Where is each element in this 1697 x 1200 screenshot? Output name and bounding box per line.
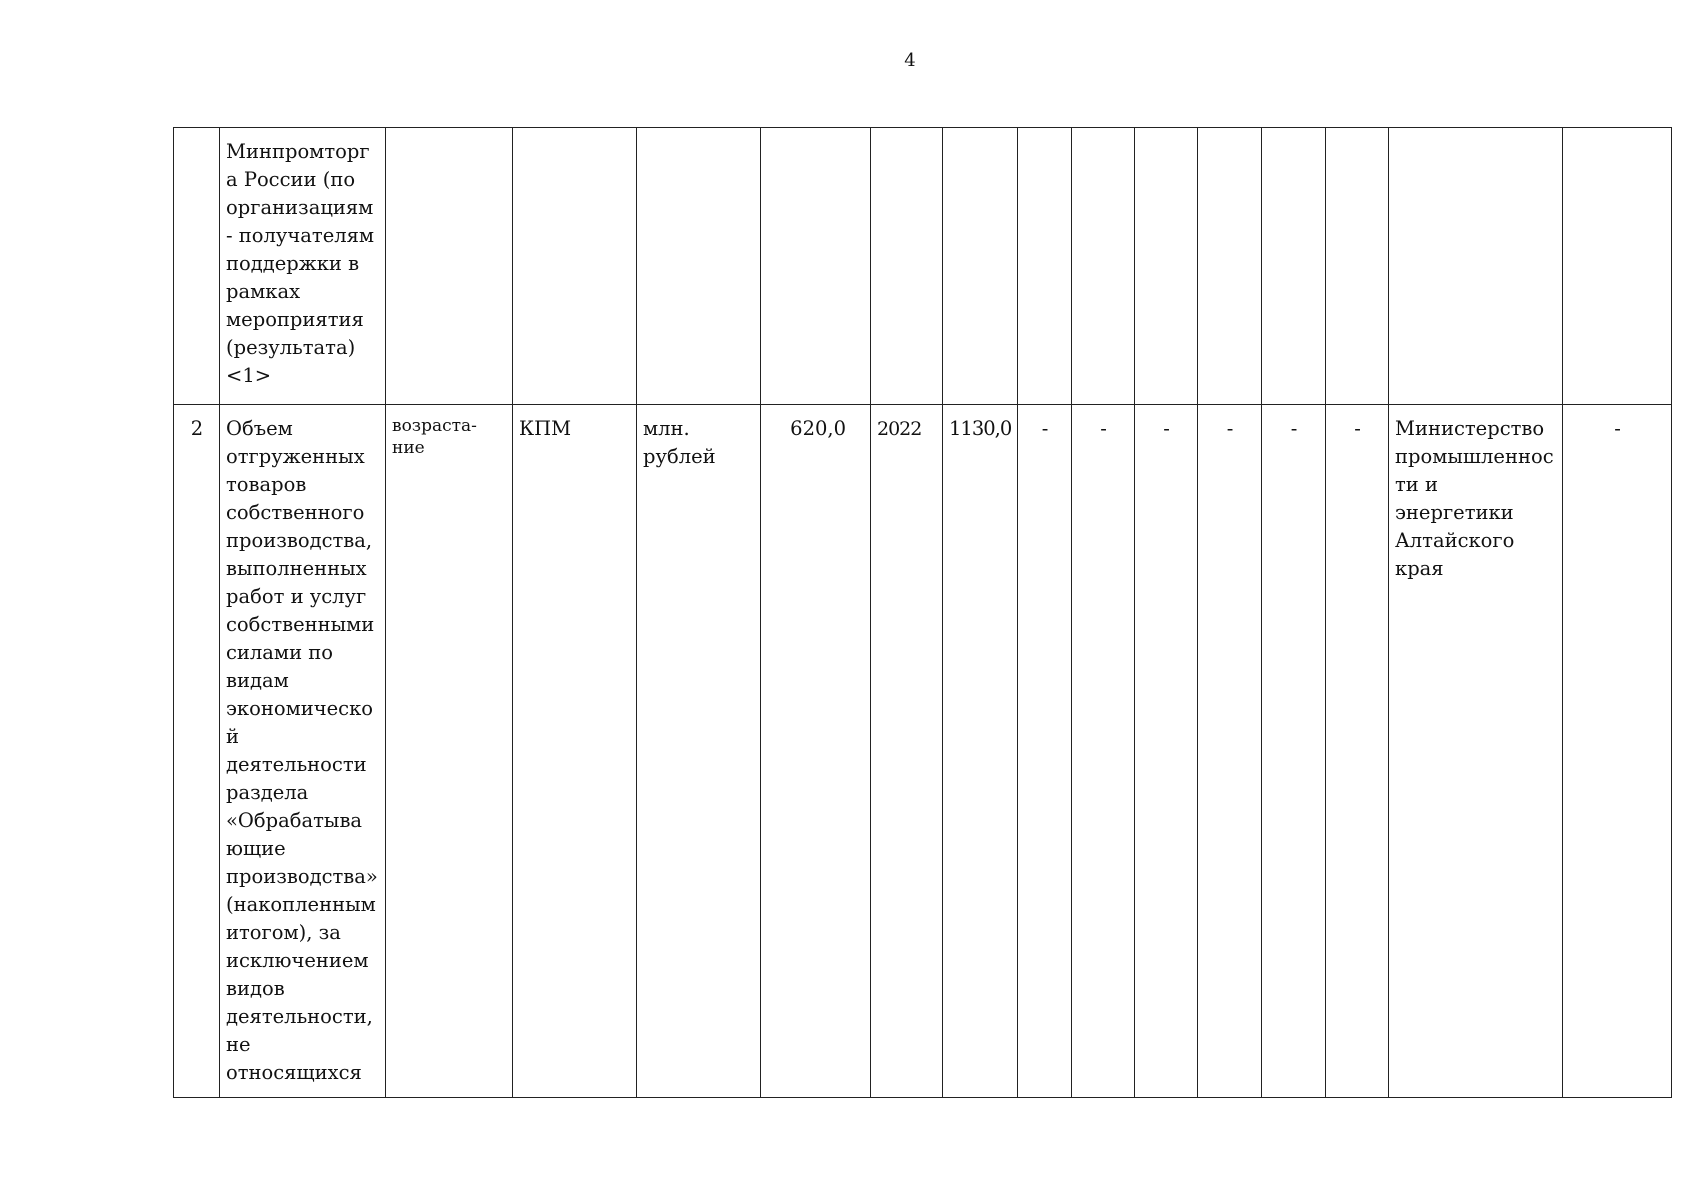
cell-value-5 [1198, 128, 1262, 405]
cell-indicator-name: Минпромторг а России (по организациям - получателям поддержки в рамках мероприятия (результата) <1> [220, 128, 386, 405]
cell-value-3 [1072, 128, 1135, 405]
cell-base-year: 2022 [871, 405, 943, 1098]
cell-value-1: 1130,0 [943, 405, 1018, 1098]
cell-unit: млн. рублей [637, 405, 761, 1098]
cell-value-5: - [1198, 405, 1262, 1098]
cell-number: 2 [174, 405, 220, 1098]
cell-value-4: - [1135, 405, 1198, 1098]
cell-responsible [1389, 128, 1563, 405]
cell-trend [386, 128, 513, 405]
cell-base-year [871, 128, 943, 405]
cell-trend: возраста- ние [386, 405, 513, 1098]
cell-indicator-name: Объем отгруженных товаров собственного производства, выполненных работ и услуг собственными силами по видам экономическо й деятельности раздела «Обрабатыва ющие производства» (накопленным итогом), за исключением видов деятельности, не относящихся [220, 405, 386, 1098]
cell-value-3: - [1072, 405, 1135, 1098]
cell-value-4 [1135, 128, 1198, 405]
cell-level [513, 128, 637, 405]
table-row [174, 405, 1672, 1098]
cell-level: КПМ [513, 405, 637, 1098]
cell-value-2: - [1018, 405, 1072, 1098]
cell-last [1563, 128, 1672, 405]
cell-value-7 [1326, 128, 1389, 405]
cell-value-2 [1018, 128, 1072, 405]
cell-base-value [761, 128, 871, 405]
cell-value-1 [943, 128, 1018, 405]
cell-last: - [1563, 405, 1672, 1098]
page-number: 4 [904, 50, 916, 71]
cell-value-6 [1262, 128, 1326, 405]
indicator-table [173, 127, 1672, 1098]
cell-value-7: - [1326, 405, 1389, 1098]
table-row [174, 128, 1672, 405]
cell-base-value: 620,0 [761, 405, 871, 1098]
cell-responsible: Министерство промышленнос ти и энергетики Алтайского края [1389, 405, 1563, 1098]
cell-unit [637, 128, 761, 405]
cell-number [174, 128, 220, 405]
cell-value-6: - [1262, 405, 1326, 1098]
